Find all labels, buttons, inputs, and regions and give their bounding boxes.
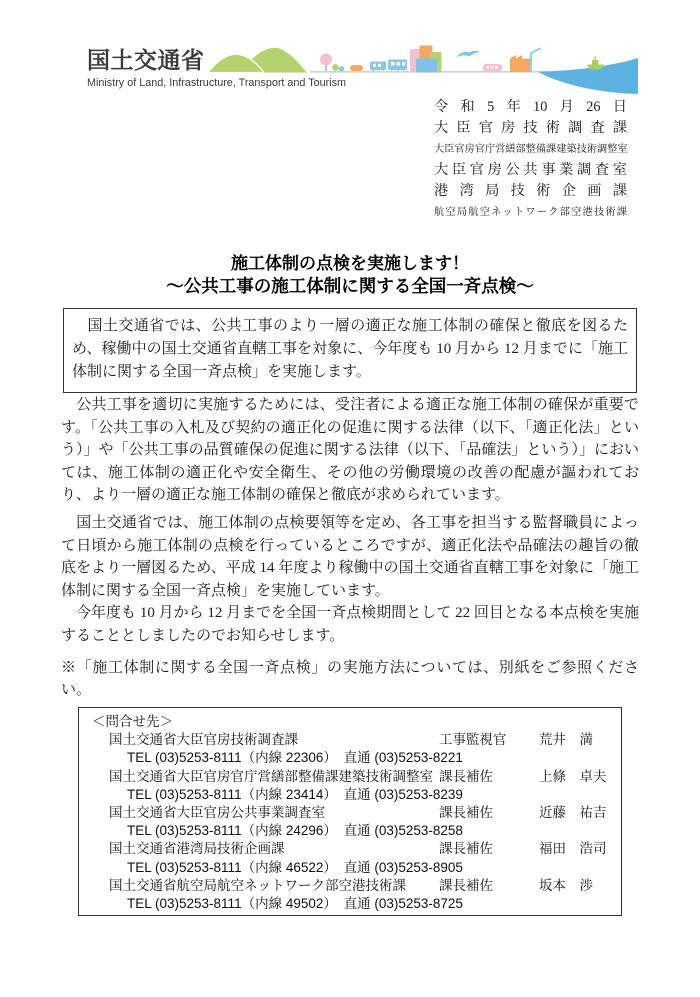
contact-department: 国土交通省航空局航空ネットワーク部空港技術課 [109, 877, 406, 893]
reference-note: ※「施工体制に関する全国一斉点検」の実施方法については、別紙をご参照ください。 [61, 659, 639, 699]
mlit-logo-illustration [198, 44, 638, 94]
date-line: 令和5年10月26日 [434, 99, 627, 115]
summary-box [63, 308, 637, 393]
contact-role: 課長補佐 [439, 877, 493, 893]
contact-heading: ＜問合せ先＞ [92, 714, 173, 729]
department-line: 港湾局技術企画課 [434, 183, 627, 199]
body-paragraph: 国土交通省では、施工体制の点検要領等を定め、各工事を担当する監督職員によって日頃から施工体制の点検を行っているところですが、適正化法や品確法の趣旨の徹底をより一層図るため、平成 14 年度より稼働中の国土交通省直轄工事を対象に「施工体制に関する全国一斉点検」を実施しています。 [61, 514, 639, 599]
contact-row [92, 877, 608, 895]
contact-tel: TEL (03)5253-8111（内線 49502） 直通 (03)5253-8725 [127, 896, 463, 912]
contact-department: 国土交通省港湾局技術企画課 [109, 841, 285, 857]
train-icon [370, 60, 407, 71]
contact-name: 荒井 満 [539, 732, 593, 748]
contact-row [92, 804, 608, 822]
ship-icon [587, 57, 604, 70]
contact-role: 課長補佐 [439, 841, 493, 857]
contact-tel: TEL (03)5253-8111（内線 24296） 直通 (03)5253-8258 [127, 823, 463, 839]
body-paragraph: 今年度も 10 月から 12 月までを全国一斉点検期間として 22 回目となる本点検を実施することとしましたのでお知らせします。 [61, 605, 639, 644]
contact-name: 福田 浩司 [539, 841, 607, 857]
contact-row [92, 731, 608, 749]
contact-name: 近藤 祐吉 [539, 805, 607, 821]
contact-name: 上條 卓夫 [539, 768, 607, 784]
issuing-header [434, 97, 627, 223]
mlit-logo-subtitle: Ministry of Land, Infrastructure, Transport and Tourism [87, 77, 347, 89]
page-title-line1: 施工体制の点検を実施します！ [231, 254, 469, 273]
water-icon [538, 58, 638, 94]
contact-tel: TEL (03)5253-8111（内線 23414） 直通 (03)5253-8239 [127, 786, 463, 802]
department-line: 大臣官房技術調査課 [434, 120, 627, 136]
car-icon [350, 65, 363, 71]
body-paragraph: 公共工事を適切に実施するためには、受注者による適正な施工体制の確保が重要です。「公共工事の入札及び契約の適正化の促進に関する法律（以下、「適正化法」という）」や「公共工事の品質確保の促進に関する法律（以下、「品確法」という）」においては、施工体制の適正化や安全衛生、その他の労働環境の改善の配慮が謳われており、より一層の適正な施工体制の確保と徹底が求められています。 [61, 397, 639, 504]
contact-department: 国土交通省大臣官房技術調査課 [109, 732, 298, 748]
contact-row [92, 768, 608, 786]
department-line: 大臣官房公共事業調査室 [434, 162, 627, 178]
page-title [0, 252, 700, 298]
factory-crane-icon [510, 48, 541, 72]
department-line: 大臣官房官庁営繕部整備課建築技術調整室 [434, 144, 628, 155]
summary-text: 国土交通省では、公共工事のより一層の適正な施工体制の確保と徹底を図るため、稼働中の国土交通省直轄工事を対象に、今年度も 10 月から 12 月までに「施工体制に関する全国一斉点検」を実施します。 [72, 318, 628, 380]
tree-icon [320, 54, 344, 72]
buildings-icon [410, 46, 442, 73]
bus-icon [483, 64, 502, 72]
contact-tel: TEL (03)5253-8111（内線 22306） 直通 (03)5253-8221 [127, 750, 463, 766]
contact-name: 坂本 渉 [539, 877, 593, 893]
bird-icon [456, 51, 480, 58]
contact-role: 課長補佐 [439, 805, 493, 821]
contact-department: 国土交通省大臣官房公共事業調査室 [109, 805, 325, 821]
contact-role: 工事監視官 [439, 732, 507, 748]
hills-icon [208, 48, 307, 73]
contact-row [92, 840, 608, 858]
contact-role: 課長補佐 [439, 768, 493, 784]
mlit-logo-title: 国土交通省 [87, 47, 205, 73]
contact-tel: TEL (03)5253-8111（内線 46522） 直通 (03)5253-8905 [127, 859, 463, 875]
page-title-line2: ～公共工事の施工体制に関する全国一斉点検～ [166, 276, 534, 296]
contact-box [78, 707, 622, 916]
body-text [61, 394, 639, 702]
contact-department: 国土交通省大臣官房官庁営繕部整備課建築技術調整室 [109, 768, 433, 784]
department-line: 航空局航空ネットワーク部空港技術課 [434, 207, 627, 218]
